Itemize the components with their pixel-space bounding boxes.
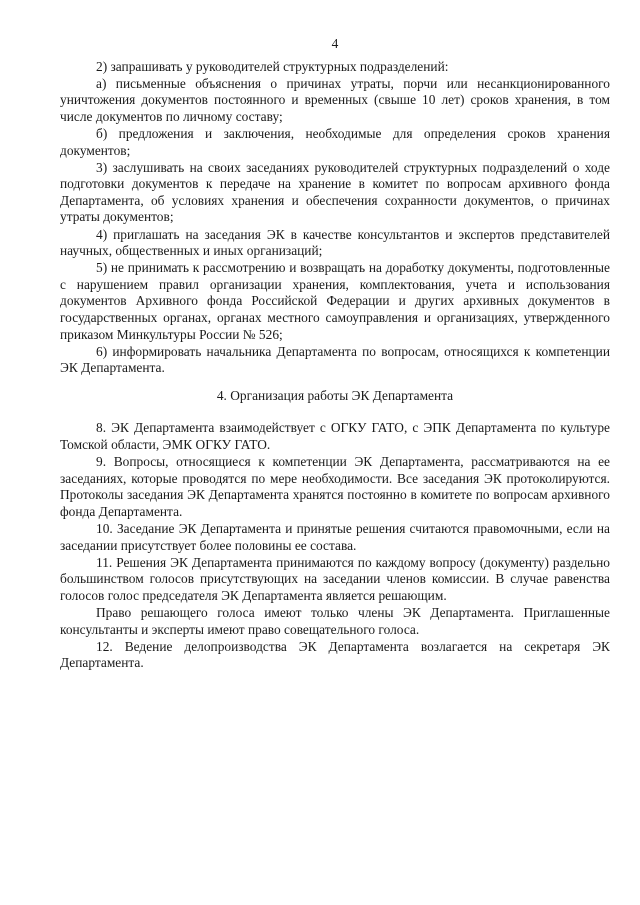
paragraph-reject-documents: 5) не принимать к рассмотрению и возвращать на доработку документы, подготовленные с нарушением правил организации хранения, комплектования, учета и использования документов Архивного фонда Российской Федерации и других архивных документов в государственных органах, органах местного самоуправления и организациях, утвержденного приказом Минкультуры России № 526;	[60, 260, 610, 342]
document-page	[60, 36, 610, 672]
paragraph-voting-right: Право решающего голоса имеют только члены ЭК Департамента. Приглашенные консультанты и эксперты имеют право совещательного голоса.	[60, 605, 610, 637]
paragraph-item-11: 11. Решения ЭК Департамента принимаются по каждому вопросу (документу) раздельно большинством голосов присутствующих на заседании членов комиссии. В случае равенства голосов голос председателя ЭК Департамента является решающим.	[60, 554, 610, 603]
paragraph-hear-managers: 3) заслушивать на своих заседаниях руководителей структурных подразделений о ходе подготовки документов к передаче на хранение в комитет по вопросам архивного фонда Департамента, об условиях хранения и обеспечения сохранности документов, о причинах утраты документов;	[60, 159, 610, 225]
paragraph-item-10: 10. Заседание ЭК Департамента и принятые решения считаются правомочными, если на заседании присутствует более половины ее состава.	[60, 521, 610, 553]
paragraph-proposals: б) предложения и заключения, необходимые для определения сроков хранения документов;	[60, 125, 610, 158]
paragraph-item-8: 8. ЭК Департамента взаимодействует с ОГКУ ГАТО, с ЭПК Департамента по культуре Томской области, ЭМК ОГКУ ГАТО.	[60, 420, 610, 453]
section-heading: 4. Организация работы ЭК Департамента	[216, 387, 454, 403]
page-number: 4	[331, 36, 339, 51]
paragraph-invite-consultants: 4) приглашать на заседания ЭК в качестве консультантов и экспертов представителей научных, общественных и иных организаций;	[60, 226, 610, 259]
paragraph-item-9: 9. Вопросы, относящиеся к компетенции ЭК Департамента, рассматриваются на ее заседаниях, которые проводятся по мере необходимости. Все заседания ЭК протоколируются. Протоколы заседания ЭК Департамента хранятся постоянно в комитете по вопросам архивного фонда Департамента.	[60, 454, 610, 519]
paragraph-right-to-request: 2) запрашивать у руководителей структурных подразделений:	[96, 58, 449, 74]
paragraph-item-12: 12. Ведение делопроизводства ЭК Департамента возлагается на секретаря ЭК Департамента.	[60, 638, 610, 671]
paragraph-inform-head: 6) информировать начальника Департамента по вопросам, относящихся к компетенции ЭК Департамента.	[60, 343, 610, 376]
paragraph-written-explanations: а) письменные объяснения о причинах утраты, порчи или несанкционированного уничтожения документов постоянного и временных (свыше 10 лет) сроков хранения, в том числе документов по личному составу;	[60, 75, 610, 124]
